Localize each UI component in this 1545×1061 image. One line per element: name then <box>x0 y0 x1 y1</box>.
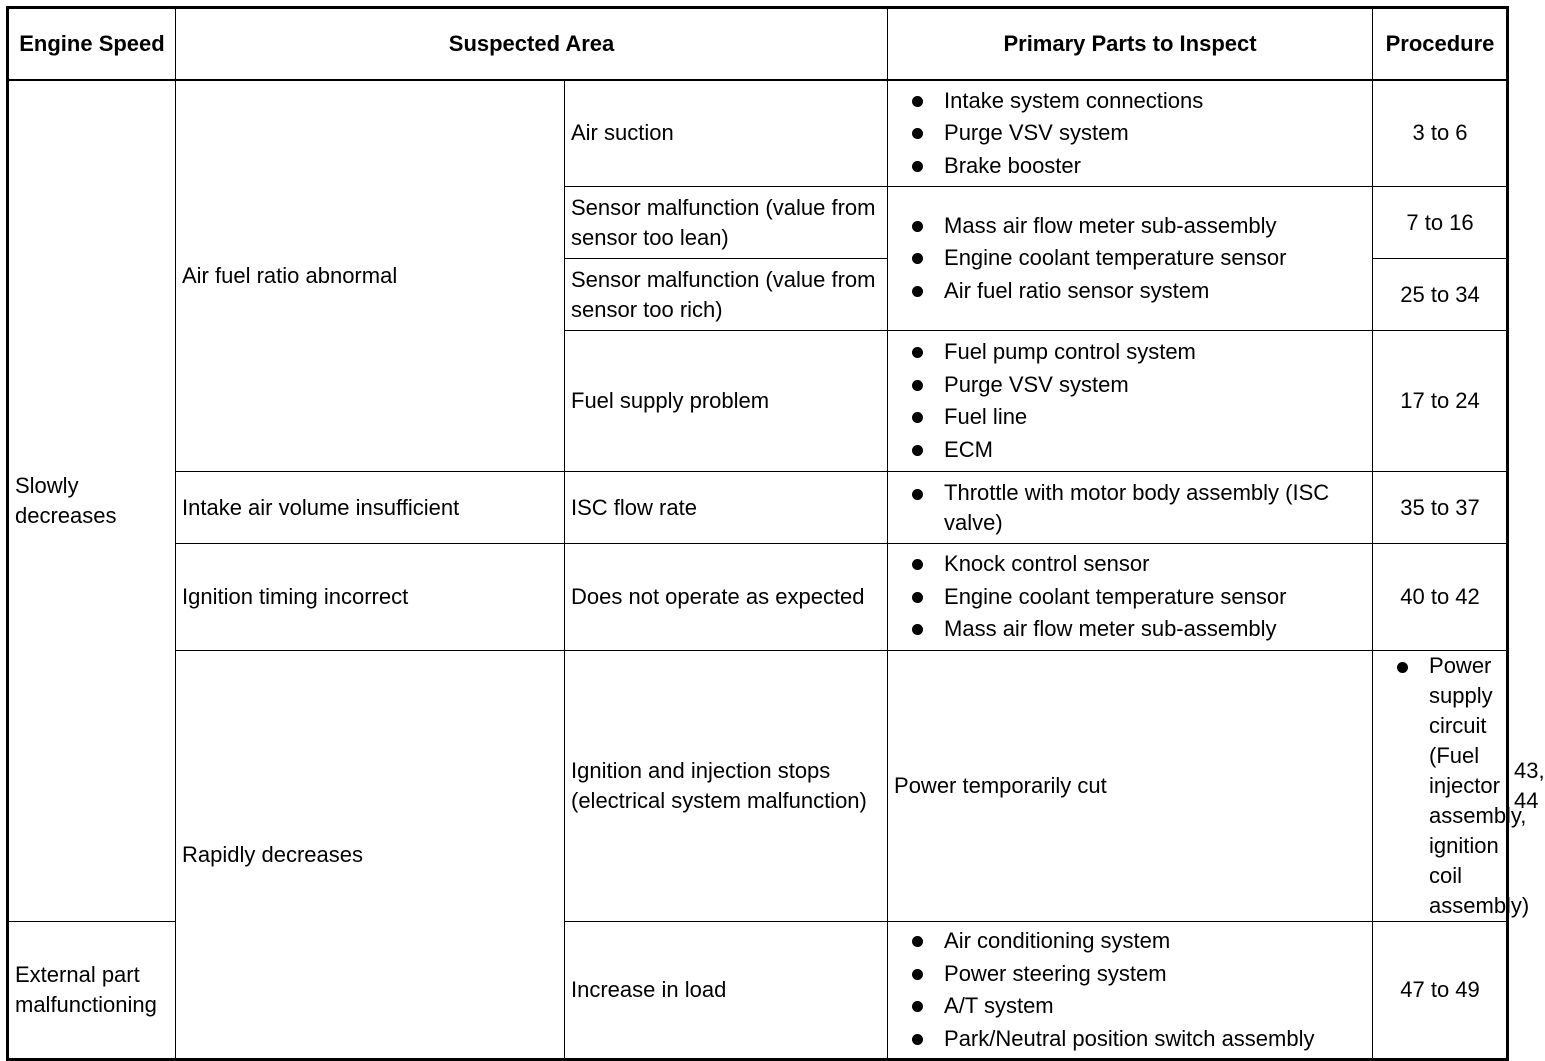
list-item: Knock control sensor <box>894 548 1366 581</box>
sub-area-air-suction: Air suction <box>565 80 888 187</box>
bullet-icon <box>912 445 923 456</box>
list-item: Engine coolant temperature sensor <box>894 242 1366 275</box>
bullet-icon <box>912 592 923 603</box>
sub-area-fuel-supply: Fuel supply problem <box>565 331 888 472</box>
parts-isc-flow <box>888 472 1373 544</box>
area-air-fuel: Air fuel ratio abnormal <box>176 80 565 472</box>
bullet-icon <box>912 253 923 264</box>
table-row <box>8 472 1508 544</box>
list-item: Engine coolant temperature sensor <box>894 581 1366 614</box>
sub-area-load-increase: Increase in load <box>565 922 888 1060</box>
bullet-icon <box>912 347 923 358</box>
list-item: Purge VSV system <box>894 369 1366 402</box>
header-engine-speed: Engine Speed <box>8 8 176 80</box>
parts-not-operate <box>888 544 1373 651</box>
bullet-icon <box>1397 662 1408 673</box>
header-suspected-area: Suspected Area <box>176 8 888 80</box>
list-item: Throttle with motor body assembly (ISC valve) <box>894 478 1366 538</box>
area-ignition-timing: Ignition timing incorrect <box>176 544 565 651</box>
list-item: Fuel pump control system <box>894 336 1366 369</box>
list-item: Brake booster <box>894 150 1366 183</box>
bullet-icon <box>912 936 923 947</box>
bullet-icon <box>912 412 923 423</box>
sub-area-sensor-lean: Sensor malfunction (value from sensor too lean) <box>565 187 888 259</box>
table-row <box>8 80 1508 187</box>
bullet-icon <box>912 221 923 232</box>
bullet-icon <box>912 380 923 391</box>
list-item: Air fuel ratio sensor system <box>894 275 1366 308</box>
bullet-icon <box>912 559 923 570</box>
sub-area-isc-flow: ISC flow rate <box>565 472 888 544</box>
area-ign-inj-stops: Ignition and injection stops (electrical system malfunction) <box>565 651 888 922</box>
header-row <box>8 8 1508 80</box>
parts-sensor <box>888 187 1373 331</box>
bullet-icon <box>912 1001 923 1012</box>
parts-load-increase <box>888 922 1373 1060</box>
parts-fuel-supply <box>888 331 1373 472</box>
engine-speed-rapidly: Rapidly decreases <box>176 651 565 1060</box>
header-procedure: Procedure <box>1373 8 1508 80</box>
engine-speed-slowly: Slowly decreases <box>8 80 176 922</box>
list-item: Park/Neutral position switch assembly <box>894 1023 1366 1056</box>
area-intake-air: Intake air volume insufficient <box>176 472 565 544</box>
procedure-isc-flow: 35 to 37 <box>1373 472 1508 544</box>
list-item: Fuel line <box>894 401 1366 434</box>
procedure-sensor-rich: 25 to 34 <box>1373 259 1508 331</box>
bullet-icon <box>912 624 923 635</box>
bullet-icon <box>912 1034 923 1045</box>
procedure-load-increase: 47 to 49 <box>1373 922 1508 1060</box>
header-primary-parts: Primary Parts to Inspect <box>888 8 1373 80</box>
parts-air-suction <box>888 80 1373 187</box>
sub-area-sensor-rich: Sensor malfunction (value from sensor too rich) <box>565 259 888 331</box>
bullet-icon <box>912 161 923 172</box>
list-item: Mass air flow meter sub-assembly <box>894 613 1366 646</box>
bullet-icon <box>912 489 923 500</box>
list-item: Mass air flow meter sub-assembly <box>894 210 1366 243</box>
area-external-part: External part malfunctioning <box>8 922 176 1060</box>
list-item: Air conditioning system <box>894 925 1366 958</box>
bullet-icon <box>912 969 923 980</box>
list-item: Intake system connections <box>894 85 1366 118</box>
list-item: Purge VSV system <box>894 117 1366 150</box>
procedure-air-suction: 3 to 6 <box>1373 80 1508 187</box>
bullet-icon <box>912 286 923 297</box>
procedure-not-operate: 40 to 42 <box>1373 544 1508 651</box>
diagnosis-table <box>6 6 1545 1061</box>
bullet-icon <box>912 96 923 107</box>
sub-area-power-cut: Power temporarily cut <box>888 651 1373 922</box>
parts-power-cut <box>1373 651 1530 922</box>
procedure-fuel-supply: 17 to 24 <box>1373 331 1508 472</box>
table-row <box>8 544 1508 651</box>
sub-area-not-operate: Does not operate as expected <box>565 544 888 651</box>
list-item: Power supply circuit (Fuel injector assembly, ignition coil assembly) <box>1379 651 1501 921</box>
list-item: ECM <box>894 434 1366 467</box>
table-row: Rapidly decreases Ignition and injection stops (electrical system malfunction) Power temporarily cut Power supply circuit (Fuel injector assembly, ignition coil assembly) 43, 44 <box>8 651 1508 922</box>
bullet-icon <box>912 128 923 139</box>
procedure-sensor-lean: 7 to 16 <box>1373 187 1508 259</box>
list-item: A/T system <box>894 990 1366 1023</box>
list-item: Power steering system <box>894 958 1366 991</box>
